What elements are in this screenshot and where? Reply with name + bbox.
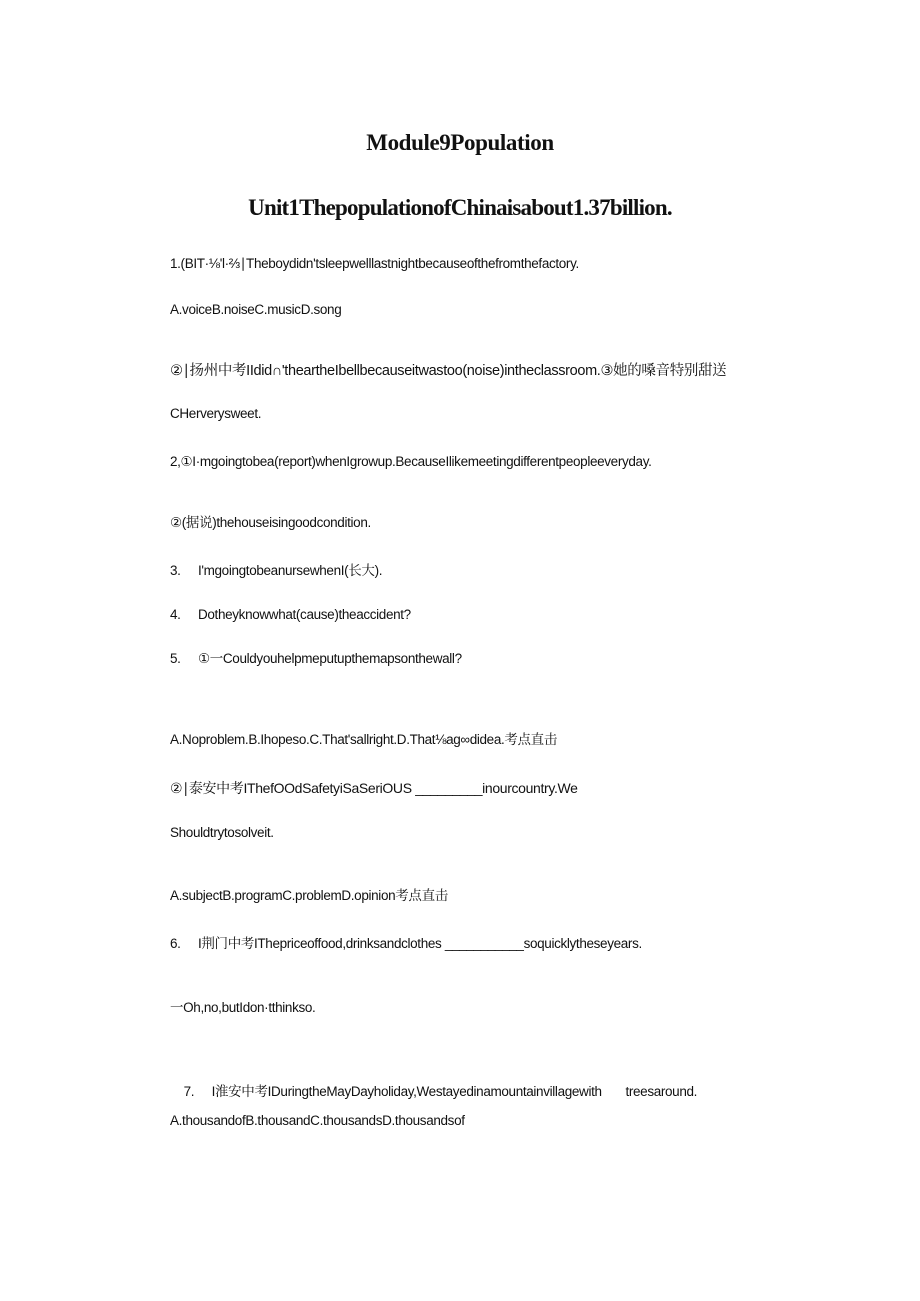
line-text: I荆门中考IThepriceoffood,drinksandclothes ___________soquicklytheseyears.: [198, 936, 642, 951]
question-5-part-2-options: [170, 887, 448, 905]
question-7-line: [170, 1065, 697, 1119]
unit-title: Unit1ThepopulationofChinaisabout1.37billion.: [248, 195, 672, 220]
line-text: Dotheyknowwhat(cause)theaccident?: [198, 607, 411, 622]
question-5-options: [170, 731, 557, 749]
question-1-part-2: [170, 362, 726, 380]
line-text: I淮安中考IDuringtheMayDayholiday,Westayedinamountainvillagewith treesaround.: [211, 1084, 698, 1099]
line-text: ②∣泰安中考IThefOOdSafetyiSaSeriOUS _________inourcountry.We: [170, 780, 578, 796]
question-2-part-2: [170, 514, 371, 532]
question-7-options: [170, 1112, 465, 1130]
question-number: 7.: [183, 1084, 195, 1099]
question-5-line: [170, 650, 462, 668]
question-6-response: [170, 999, 315, 1017]
question-2-line: [170, 453, 652, 471]
question-number: 6.: [170, 936, 181, 951]
question-1-options: [170, 301, 341, 319]
line-text: ②∣扬州中考IIdid∩'theartheIbellbecauseitwastoo(noise)intheclassroom.③她的嗓音特别甜送: [170, 363, 727, 379]
line-text: ①一Couldyouhelpmeputupthemapsonthewall?: [198, 651, 462, 666]
line-text: A.Noproblem.B.Ihopeso.C.That'sallright.D.That⅛ag∞didea.考点直击: [170, 732, 557, 747]
line-text: A.subjectB.programC.problemD.opinion考点直击: [170, 888, 448, 903]
line-text: CHerverysweet.: [170, 406, 262, 421]
question-5-part-2: [170, 779, 578, 797]
question-1-part-3: [170, 405, 261, 423]
question-6-line: [170, 935, 642, 953]
module-title: Module9Population: [366, 130, 554, 155]
question-number: 4.: [170, 607, 181, 622]
question-3-line: [170, 562, 382, 580]
line-text: Shouldtrytosolveit.: [170, 825, 274, 840]
line-text: I'mgoingtobeanursewhenI(长大).: [198, 563, 383, 578]
line-text: A.voiceB.noiseC.musicD.song: [170, 302, 342, 317]
question-1-line: [170, 255, 579, 273]
question-4-line: [170, 606, 411, 624]
question-number: 3.: [170, 563, 181, 578]
question-number: 5.: [170, 651, 181, 666]
line-text: A.thousandofB.thousandC.thousandsD.thousandsof: [170, 1113, 465, 1128]
line-text: 2,①I·mgoingtobea(report)whenIgrowup.BecauseIlikemeetingdifferentpeopleeveryday.: [170, 454, 652, 469]
line-text: ②(据说)thehouseisingoodcondition.: [170, 515, 371, 530]
line-text: 1.(BIT·⅛'l·⅔∣Theboydidn'tsleepwelllastnightbecauseofthefromthefactory.: [170, 256, 579, 271]
question-5-part-2-cont: [170, 824, 274, 842]
line-text: 一Oh,no,butIdon·tthinkso.: [170, 1000, 316, 1015]
